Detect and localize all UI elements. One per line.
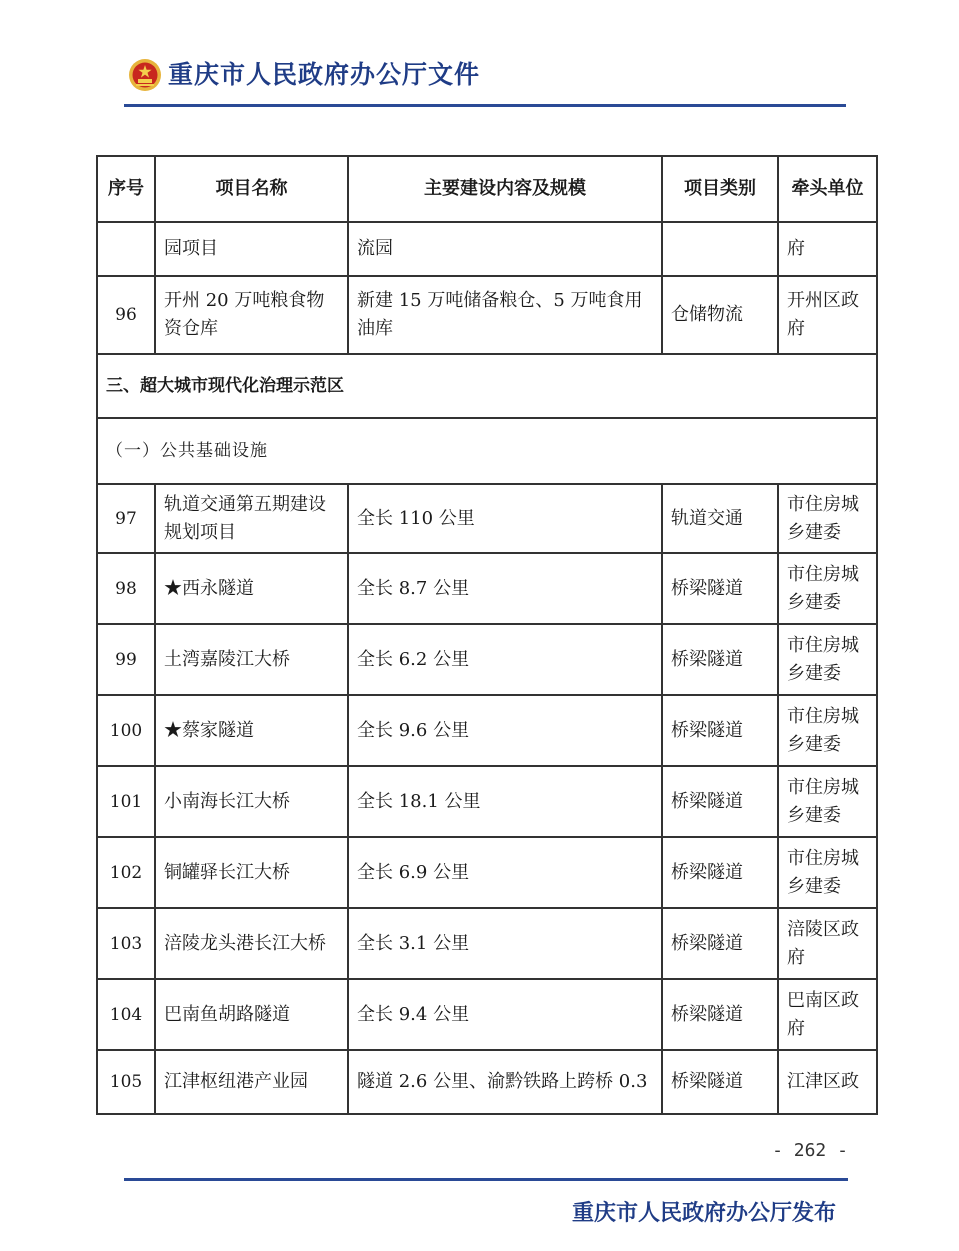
row-unit: 巴南区政府 [779,980,878,1051]
row-category: 桥梁隧道 [663,696,779,767]
row-category: 桥梁隧道 [663,980,779,1051]
row-content: 全长 6.9 公里 [349,838,663,909]
row-name: 江津枢纽港产业园 [156,1051,349,1115]
row-number: 100 [98,696,156,767]
table-row [98,838,878,909]
row-category [663,223,779,277]
row-name: 开州 20 万吨粮食物资仓库 [156,277,349,355]
table-header-row [98,157,878,223]
row-name: ★西永隧道 [156,554,349,625]
row-unit: 市住房城乡建委 [779,767,878,838]
row-category: 桥梁隧道 [663,625,779,696]
row-content: 全长 9.4 公里 [349,980,663,1051]
footer-rule [124,1178,848,1181]
subsection-row [98,419,878,485]
row-content: 全长 9.6 公里 [349,696,663,767]
row-name: 小南海长江大桥 [156,767,349,838]
row-number: 98 [98,554,156,625]
table-row [98,485,878,554]
row-number: 104 [98,980,156,1051]
row-name: 巴南鱼胡路隧道 [156,980,349,1051]
national-emblem-icon [128,58,162,92]
document-header [124,54,848,110]
row-category: 轨道交通 [663,485,779,554]
row-content: 隧道 2.6 公里、渝黔铁路上跨桥 0.3 [349,1051,663,1115]
row-number: 105 [98,1051,156,1115]
header-cell-content: 主要建设内容及规模 [349,157,663,223]
row-content: 全长 110 公里 [349,485,663,554]
row-unit: 市住房城乡建委 [779,696,878,767]
table-row [98,767,878,838]
row-number: 103 [98,909,156,980]
header-cell-number: 序号 [98,157,156,223]
row-unit: 府 [779,223,878,277]
row-unit: 市住房城乡建委 [779,485,878,554]
row-name: 土湾嘉陵江大桥 [156,625,349,696]
row-name: 涪陵龙头港长江大桥 [156,909,349,980]
table-row [98,554,878,625]
row-name: 铜罐驿长江大桥 [156,838,349,909]
row-category: 仓储物流 [663,277,779,355]
row-unit: 市住房城乡建委 [779,625,878,696]
section-title: 三、超大城市现代化治理示范区 [98,355,878,419]
row-unit: 市住房城乡建委 [779,554,878,625]
row-number: 99 [98,625,156,696]
row-content: 新建 15 万吨储备粮仓、5 万吨食用油库 [349,277,663,355]
row-category: 桥梁隧道 [663,909,779,980]
row-number [98,223,156,277]
header-cell-category: 项目类别 [663,157,779,223]
row-category: 桥梁隧道 [663,838,779,909]
header-title: 重庆市人民政府办公厅文件 [168,60,481,89]
row-content: 全长 6.2 公里 [349,625,663,696]
row-number: 97 [98,485,156,554]
page-number: - 262 - [772,1140,848,1161]
table-row [98,696,878,767]
table-row [98,277,878,355]
row-name: ★蔡家隧道 [156,696,349,767]
row-unit: 市住房城乡建委 [779,838,878,909]
row-name: 轨道交通第五期建设规划项目 [156,485,349,554]
row-unit: 开州区政府 [779,277,878,355]
header-cell-name: 项目名称 [156,157,349,223]
row-content: 全长 18.1 公里 [349,767,663,838]
row-content: 全长 3.1 公里 [349,909,663,980]
table-row [98,980,878,1051]
row-number: 102 [98,838,156,909]
row-name: 园项目 [156,223,349,277]
row-category: 桥梁隧道 [663,767,779,838]
subsection-title: （一）公共基础设施 [98,419,878,485]
header-cell-unit: 牵头单位 [779,157,878,223]
table-row [98,223,878,277]
row-unit: 涪陵区政府 [779,909,878,980]
row-content: 全长 8.7 公里 [349,554,663,625]
row-category: 桥梁隧道 [663,554,779,625]
row-unit: 江津区政 [779,1051,878,1115]
row-content: 流园 [349,223,663,277]
section-row [98,355,878,419]
table-row [98,625,878,696]
table-row [98,909,878,980]
project-table [96,155,878,1115]
row-number: 101 [98,767,156,838]
header-rule [124,104,846,107]
footer-publisher: 重庆市人民政府办公厅发布 [571,1201,836,1226]
table-row [98,1051,878,1115]
row-number: 96 [98,277,156,355]
row-category: 桥梁隧道 [663,1051,779,1115]
